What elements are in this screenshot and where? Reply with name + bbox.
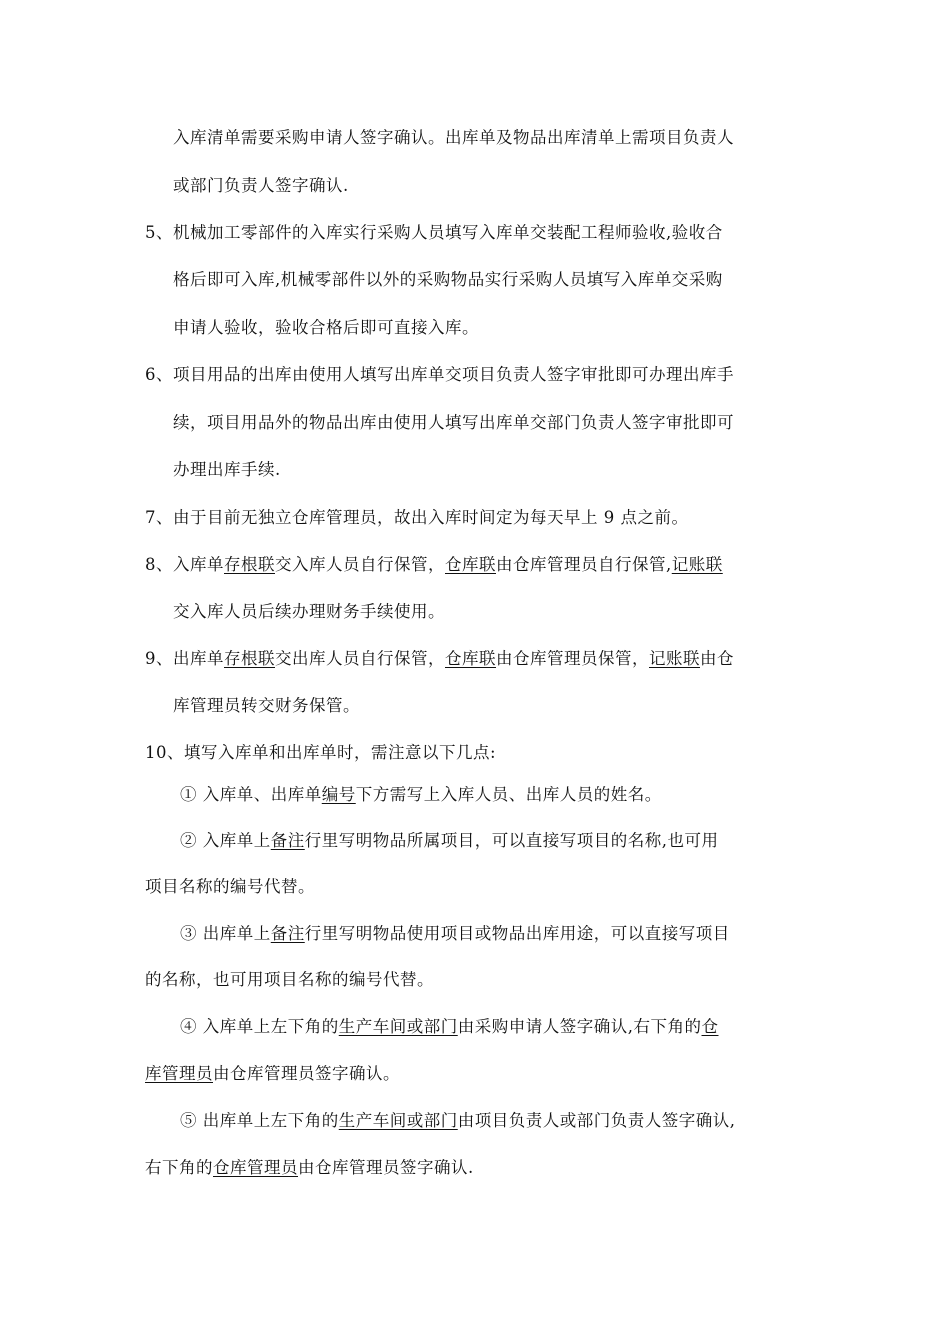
text-line (173, 411, 734, 435)
text-segment: ③ 出库单上 (180, 924, 271, 943)
text-segment: 右下角的 (145, 1158, 213, 1177)
text-segment: 交入库人员后续办理财务手续使用。 (173, 602, 445, 621)
text-line (173, 600, 445, 624)
text-line (180, 922, 730, 946)
text-line (145, 875, 315, 899)
text-segment: 下方需写上入库人员、出库人员的姓名。 (355, 785, 662, 804)
underlined-field-name: 记账联 (649, 649, 700, 668)
text-segment: 5、机械加工零部件的入库实行采购人员填写入库单交装配工程师验收,验收合 (145, 223, 723, 242)
text-segment: 续，项目用品外的物品出库由使用人填写出库单交部门负责人签字审批即可 (173, 413, 734, 432)
text-segment: 9、出库单 (145, 649, 224, 668)
text-segment: ① 入库单、出库单 (180, 785, 322, 804)
text-line (173, 126, 734, 150)
text-segment: ② 入库单上 (180, 831, 271, 850)
text-segment: 的名称，也可用项目名称的编号代替。 (145, 970, 434, 989)
text-segment: 10、填写入库单和出库单时，需注意以下几点: (145, 743, 497, 762)
text-line (173, 694, 360, 718)
text-line (145, 221, 723, 245)
text-segment: 8、入库单 (145, 555, 224, 574)
text-line (145, 968, 434, 992)
text-line (145, 506, 689, 530)
text-segment: 格后即可入库,机械零部件以外的采购物品实行采购人员填写入库单交采购 (173, 270, 723, 289)
text-segment: 由仓 (700, 649, 734, 668)
text-line (173, 458, 281, 482)
text-segment: 库管理员转交财务保管。 (173, 696, 360, 715)
text-line (145, 1062, 400, 1086)
underlined-field-name: 库管理员 (145, 1064, 213, 1083)
text-segment: 6、项目用品的出库由使用人填写出库单交项目负责人签字审批即可办理出库手 (145, 365, 734, 384)
text-segment: 或部门负责人签字确认. (173, 176, 349, 195)
text-segment: 交出库人员自行保管， (275, 649, 445, 668)
text-line (173, 174, 349, 198)
text-line (145, 1156, 474, 1180)
underlined-field-name: 仓库联 (445, 649, 496, 668)
text-segment: 申请人验收，验收合格后即可直接入库。 (173, 318, 479, 337)
text-line (173, 316, 479, 340)
text-segment: ⑤ 出库单上左下角的 (180, 1111, 339, 1130)
underlined-field-name: 存根联 (224, 649, 275, 668)
text-segment: 项目名称的编号代替。 (145, 877, 315, 896)
underlined-field-name: 生产车间或部门 (338, 1017, 458, 1036)
text-segment: 由仓库管理员保管， (496, 649, 649, 668)
text-line (180, 1109, 736, 1133)
underlined-field-name: 生产车间或部门 (338, 1111, 458, 1130)
underlined-field-name: 仓 (701, 1017, 719, 1036)
text-line (180, 829, 719, 853)
text-segment: 由采购申请人签字确认,右下角的 (457, 1017, 702, 1036)
text-line (180, 1015, 719, 1039)
text-line (145, 741, 496, 765)
text-line (145, 647, 734, 671)
underlined-field-name: 记账联 (671, 555, 723, 574)
text-segment: 由仓库管理员自行保管, (496, 555, 672, 574)
text-line (145, 363, 734, 387)
text-segment: 交入库人员自行保管， (275, 555, 445, 574)
underlined-field-name: 仓库联 (445, 555, 496, 574)
text-segment: 由仓库管理员签字确认。 (213, 1064, 400, 1083)
underlined-field-name: 备注 (270, 924, 305, 943)
text-segment: 入库清单需要采购申请人签字确认。出库单及物品出库清单上需项目负责人 (173, 128, 734, 147)
text-segment: ④ 入库单上左下角的 (180, 1017, 339, 1036)
text-segment: 由项目负责人或部门负责人签字确认, (457, 1111, 736, 1130)
text-segment: 行里写明物品所属项目，可以直接写项目的名称,也可用 (304, 831, 719, 850)
text-segment: 办理出库手续. (173, 460, 281, 479)
text-segment: 7、由于目前无独立仓库管理员，故出入库时间定为每天早上 9 点之前。 (145, 508, 689, 527)
text-segment: 由仓库管理员签字确认. (298, 1158, 474, 1177)
text-segment: 行里写明物品使用项目或物品出库用途，可以直接写项目 (304, 924, 730, 943)
underlined-field-name: 备注 (270, 831, 305, 850)
text-line (145, 553, 723, 577)
text-line (173, 268, 723, 292)
underlined-field-name: 存根联 (224, 555, 275, 574)
underlined-field-name: 编号 (321, 785, 356, 804)
text-line (180, 783, 662, 807)
underlined-field-name: 仓库管理员 (213, 1158, 298, 1177)
